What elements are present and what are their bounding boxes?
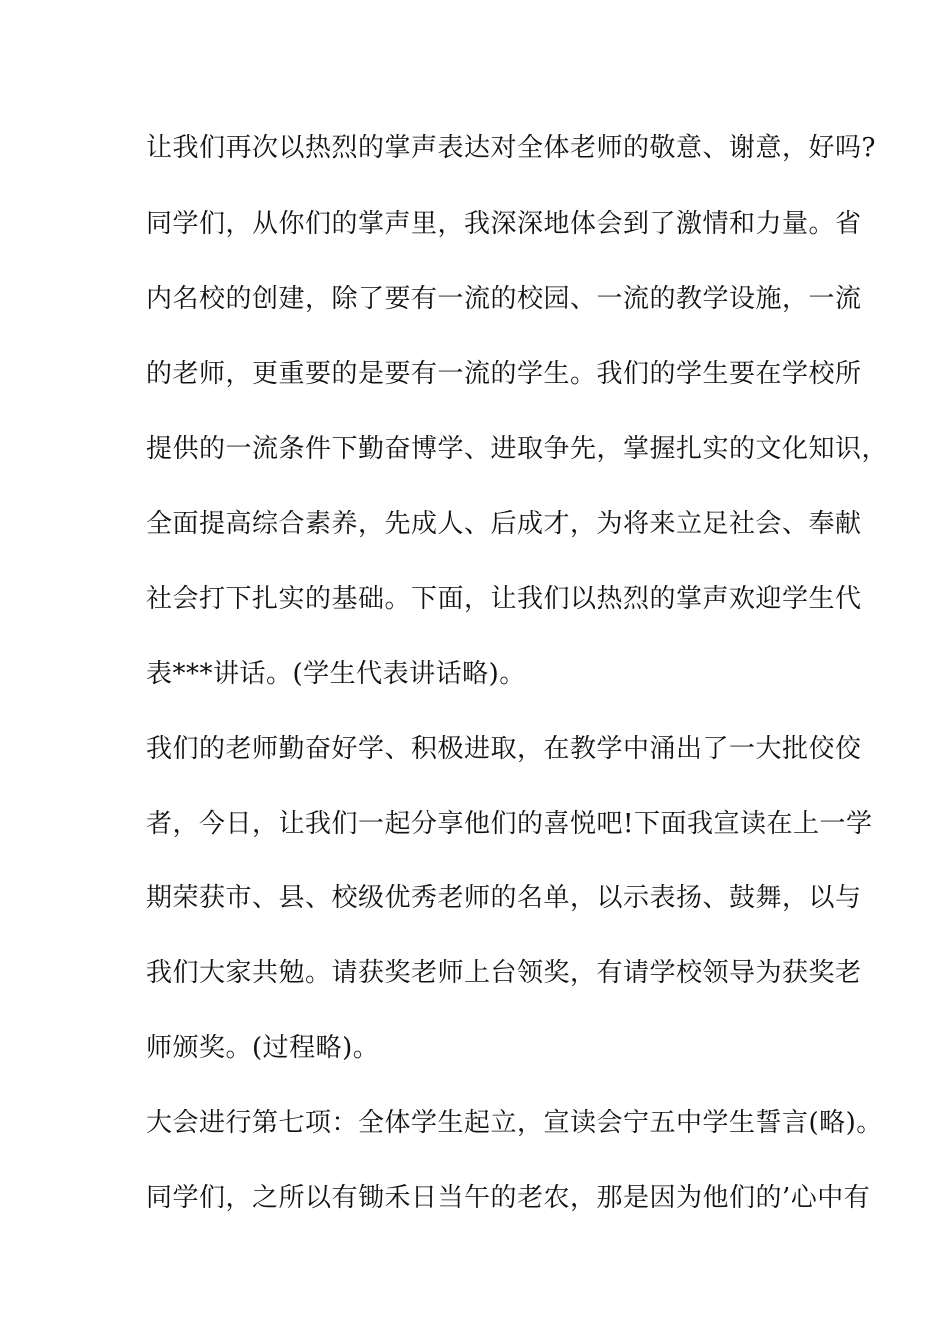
text-line-6: 全面提高综合素养，先成人、后成才，为将来立足社会、奉献 (146, 509, 862, 539)
text-line-15: 同学们，之所以有锄禾日当午的老农，那是因为他们的’心中有 (146, 1183, 871, 1213)
text-line-9: 我们的老师勤奋好学、积极进取，在教学中涌出了一大批佼佼 (146, 734, 862, 764)
text-line-7: 社会打下扎实的基础。下面，让我们以热烈的掌声欢迎学生代 (146, 584, 862, 614)
text-line-5: 提供的一流条件下勤奋博学、进取争先，掌握扎实的文化知识， (146, 434, 889, 464)
text-line-11: 期荣获市、县、校级优秀老师的名单，以示表扬、鼓舞，以与 (146, 883, 862, 913)
text-line-8: 表***讲话。(学生代表讲话略)。 (146, 659, 526, 689)
text-line-13: 师颁奖。(过程略)。 (146, 1033, 380, 1063)
text-line-12: 我们大家共勉。请获奖老师上台领奖，有请学校领导为获奖老 (146, 958, 862, 988)
text-line-2: 同学们，从你们的掌声里，我深深地体会到了激情和力量。省 (146, 209, 862, 239)
text-line-14: 大会进行第七项：全体学生起立，宣读会宁五中学生誓言(略)。 (146, 1108, 883, 1138)
text-line-3: 内名校的创建，除了要有一流的校园、一流的教学设施，一流 (146, 284, 862, 314)
text-line-1: 让我们再次以热烈的掌声表达对全体老师的敬意、谢意，好吗? (146, 133, 876, 163)
text-line-4: 的老师，更重要的是要有一流的学生。我们的学生要在学校所 (146, 359, 862, 389)
text-line-10: 者，今日，让我们一起分享他们的喜悦吧!下面我宣读在上一学 (146, 809, 873, 839)
